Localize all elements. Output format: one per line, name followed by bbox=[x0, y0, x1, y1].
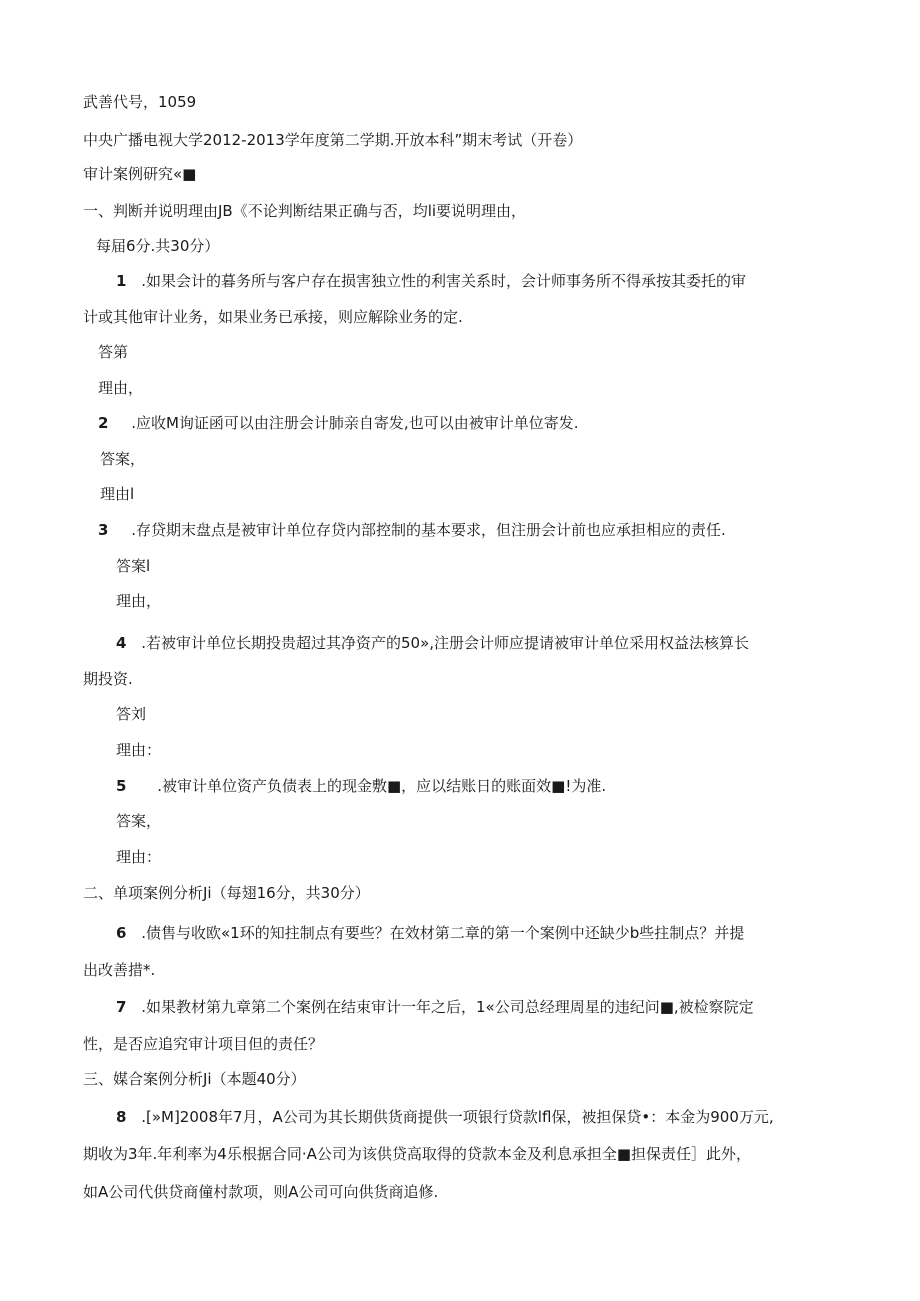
question-8-text-c: 如A公司代供贷商僮村款项，则A公司可向供货商追修. bbox=[83, 1183, 439, 1201]
question-7-line-1 bbox=[116, 997, 754, 1017]
question-4-number: 4 bbox=[116, 634, 127, 652]
question-5-reason: 理由： bbox=[116, 848, 162, 866]
question-3-number: 3 bbox=[98, 521, 109, 539]
question-2-line bbox=[98, 413, 578, 433]
question-4-answer: 答刘 bbox=[116, 705, 147, 723]
question-4-text-a: .若被审计单位长期投贵超过其净资产的50»,注册会计师应提请被审计单位采用权益法核算长 bbox=[141, 634, 750, 652]
question-7-number: 7 bbox=[116, 998, 127, 1016]
course-code: 武善代号，1059 bbox=[83, 93, 197, 111]
section1-scoring: 每届6分.共30分） bbox=[96, 237, 220, 255]
question-6-text-b: 出改善措*. bbox=[83, 961, 156, 979]
question-1-answer: 答第 bbox=[98, 343, 129, 361]
question-1-text-b: 计或其他审计业务，如果业务已承接，则应解除业务的定. bbox=[83, 308, 463, 326]
question-7-text-b: 性，是否应追究审计项目但的责任？ bbox=[83, 1035, 324, 1053]
question-2-text: .应收M询证函可以由注册会计肺亲自寄发,也可以由被审计单位寄发. bbox=[131, 414, 579, 432]
question-6-text-a: .债售与收欧«1环的知拄制点有要些？在效材第二章的第一个案例中还缺少b些拄制点？并提 bbox=[141, 924, 745, 942]
question-6-number: 6 bbox=[116, 924, 127, 942]
question-1-number: 1 bbox=[116, 272, 127, 290]
question-3-answer: 答案l bbox=[116, 557, 151, 575]
question-2-answer: 答案， bbox=[100, 450, 146, 468]
question-5-line bbox=[116, 776, 606, 796]
question-8-text-a: .[»M]2008年7月，A公司为其长期供货商提供一项银行贷款lfl保，被担保贷•：本金为900万元, bbox=[141, 1108, 774, 1126]
question-4-reason: 理由： bbox=[116, 741, 162, 759]
question-2-number: 2 bbox=[98, 414, 109, 432]
section1-heading: 一、判断并说明理由JB《不论判断结果正确与否，均li要说明理由， bbox=[83, 202, 527, 220]
question-8-text-b: 期收为3年.年利率为4乐根据合同·A公司为该供贷高取得的贷款本金及利息承担全■担保责任］此外， bbox=[83, 1145, 752, 1163]
section2-heading: 二、单项案例分析Ji（每翅16分，共30分） bbox=[83, 884, 370, 902]
question-8-line-1 bbox=[116, 1107, 774, 1127]
question-3-reason: 理由， bbox=[116, 592, 162, 610]
question-4-line-1 bbox=[116, 633, 749, 653]
question-4-text-b: 期投资. bbox=[83, 670, 133, 688]
question-1-text-a: .如果会计的暮务所与客户存在损害独立性的利害关系时，会计师事务所不得承按其委托的审 bbox=[141, 272, 746, 290]
question-5-answer: 答案， bbox=[116, 812, 162, 830]
subject-title: 审计案例研究«■ bbox=[83, 165, 197, 183]
question-1-reason: 理由， bbox=[98, 379, 144, 397]
question-5-number: 5 bbox=[116, 777, 127, 795]
section3-heading: 三、媒合案例分析Ji（本题40分） bbox=[83, 1070, 306, 1088]
question-6-line-1 bbox=[116, 923, 744, 943]
question-3-text: .存贷期末盘点是被审计单位存贷内部控制的基本要求，但注册会计前也应承担相应的责任. bbox=[131, 521, 726, 539]
exam-title: 中央广播电视大学2012-2013学年度第二学期.开放本科”期末考试（开卷） bbox=[83, 131, 583, 149]
question-8-number: 8 bbox=[116, 1108, 127, 1126]
question-3-line bbox=[98, 520, 726, 540]
question-1-line-1 bbox=[116, 271, 746, 291]
question-7-text-a: .如果教材第九章第二个案例在结束审计一年之后，1«公司总经理周星的违纪问■,被检察院定 bbox=[141, 998, 754, 1016]
question-2-reason: 理由l bbox=[100, 485, 135, 503]
question-5-text: .被审计单位资产负债表上的现金敷■，应以结账日的账面效■!为准. bbox=[157, 777, 607, 795]
